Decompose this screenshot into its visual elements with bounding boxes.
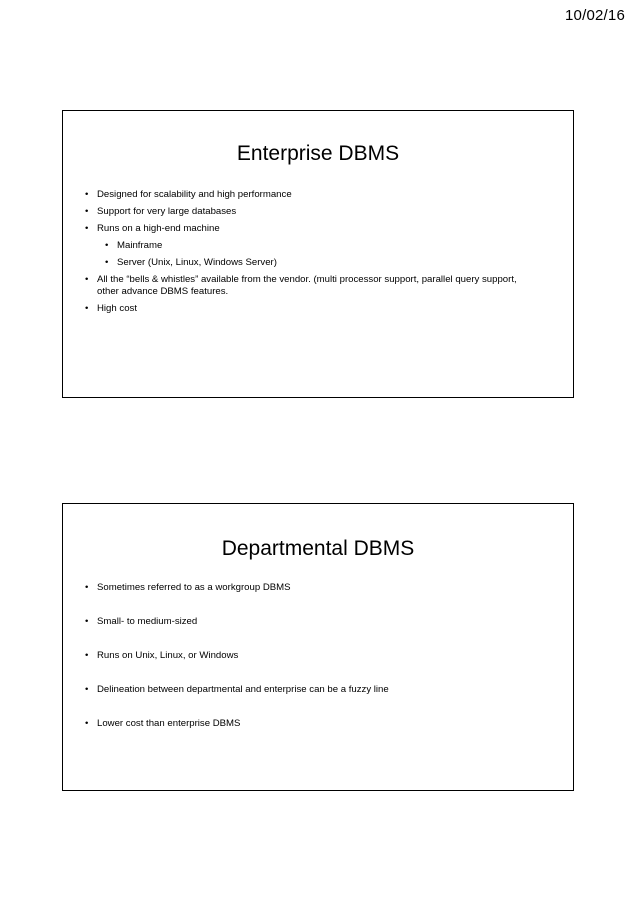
bullet-item: • High cost — [85, 303, 529, 315]
slide-title: Enterprise DBMS — [236, 142, 400, 165]
bullet-item: • Runs on Unix, Linux, or Windows — [85, 650, 529, 662]
bullet-list — [85, 582, 529, 752]
sub-bullet-list — [105, 240, 529, 269]
sub-bullet-item: • Mainframe — [105, 240, 529, 252]
bullet-list — [85, 189, 529, 320]
bullet-item: • Support for very large databases — [85, 206, 529, 218]
bullet-item-with-subitems — [85, 223, 529, 269]
bullet-item: • Lower cost than enterprise DBMS — [85, 718, 529, 730]
slide-title: Departmental DBMS — [221, 537, 415, 560]
bullet-item: • All the “bells & whistles” available from the vendor. (multi processor support, parallel query support, other advance DBMS features. — [85, 274, 529, 298]
bullet-item: • Small- to medium-sized — [85, 616, 529, 628]
page-date: 10/02/16 — [565, 7, 625, 24]
bullet-item-text: Runs on a high-end machine — [97, 223, 220, 234]
bullet-item: • Sometimes referred to as a workgroup DBMS — [85, 582, 529, 594]
bullet-item: • Delineation between departmental and enterprise can be a fuzzy line — [85, 684, 529, 696]
sub-bullet-item: • Server (Unix, Linux, Windows Server) — [105, 257, 529, 269]
bullet-item: • Designed for scalability and high performance — [85, 189, 529, 201]
slide-enterprise-dbms — [62, 110, 574, 398]
slide-departmental-dbms — [62, 503, 574, 791]
